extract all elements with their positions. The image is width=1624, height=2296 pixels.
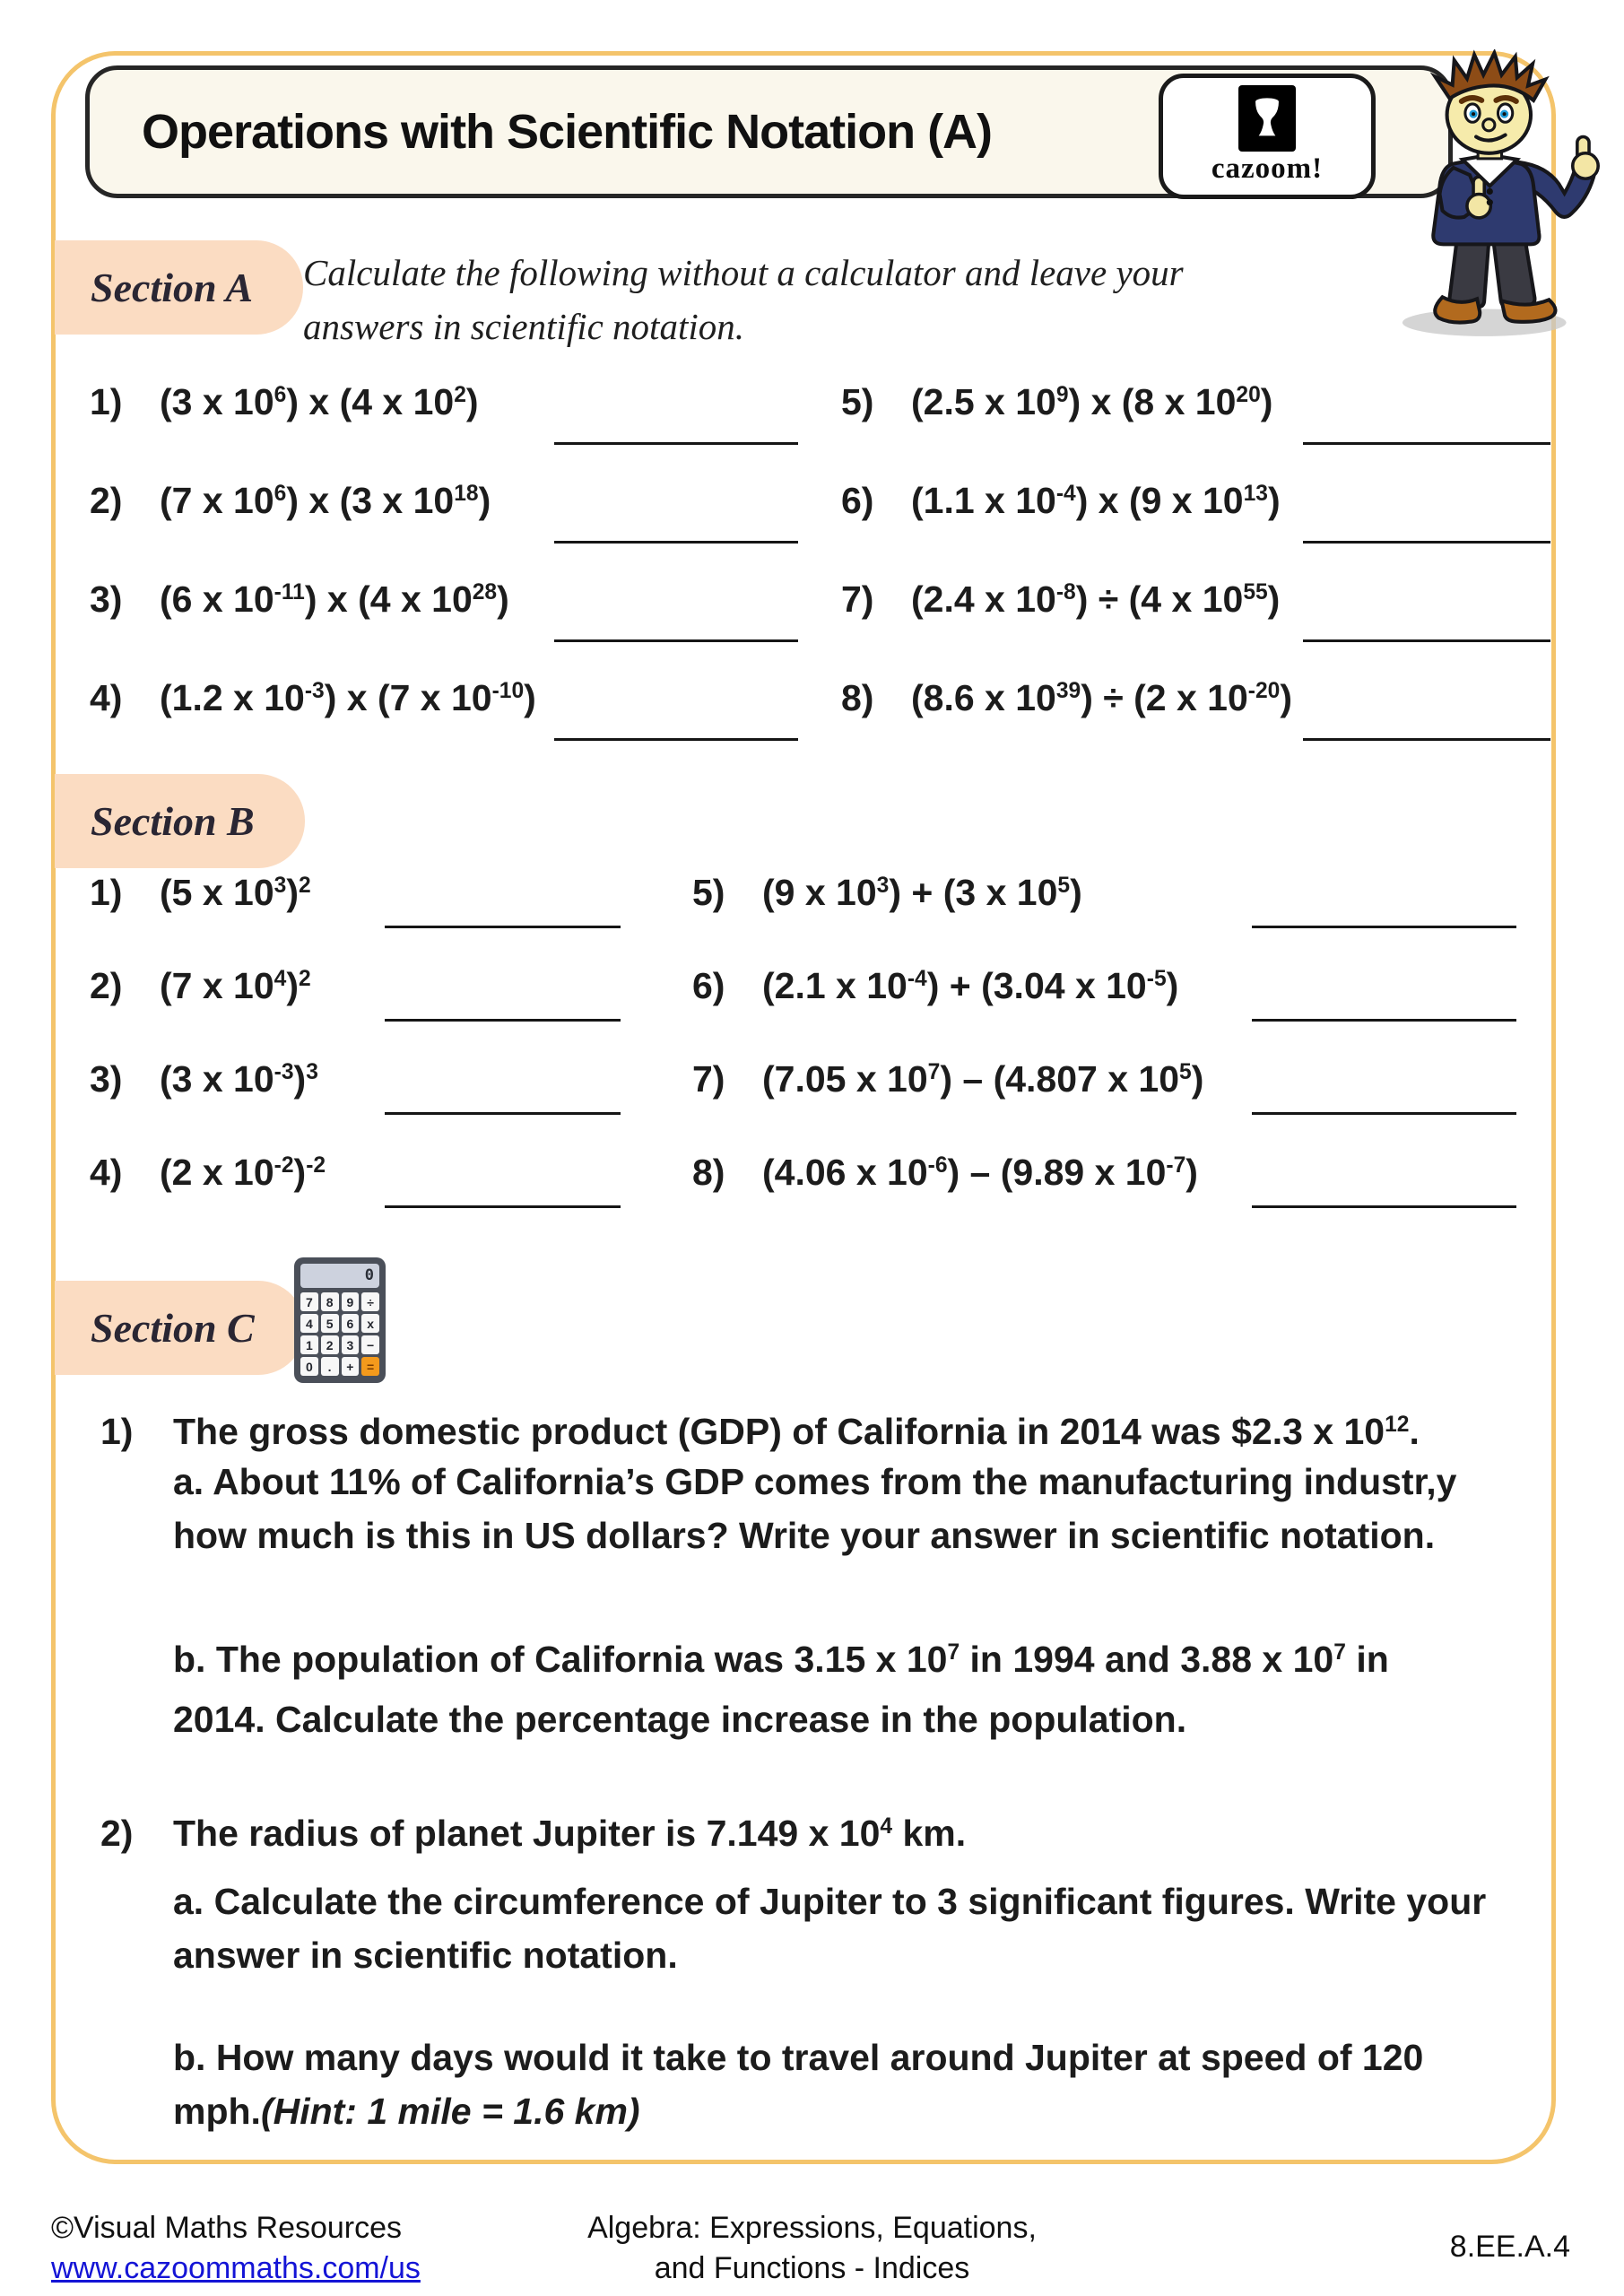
- calculator-key: 8: [321, 1292, 339, 1311]
- question-text: The radius of planet Jupiter is 7.149 x $10^4$ km.: [173, 1813, 967, 1854]
- problem-expression: (3 x $10^{-3})^3$: [160, 1058, 318, 1100]
- section-a-instructions: [303, 248, 1184, 355]
- mascot-illustration: [1385, 49, 1614, 341]
- answer-line[interactable]: [385, 1019, 621, 1022]
- problem-number: 3): [90, 578, 123, 620]
- problem-number: 3): [90, 1058, 123, 1100]
- answer-line[interactable]: [385, 926, 621, 928]
- section-c-question-2: [100, 1806, 966, 1866]
- section-a-problems-col2: [841, 381, 1550, 776]
- answer-line[interactable]: [1303, 442, 1550, 445]
- footer-topic: [0, 2208, 1624, 2289]
- problem-row: [692, 1152, 1516, 1245]
- problem-number: 7): [692, 1058, 725, 1100]
- calculator-keypad: [300, 1292, 379, 1376]
- problem-row: [90, 1152, 621, 1245]
- problem-row: [841, 578, 1550, 677]
- text-line: a. About 11% of California’s GDP comes from the manufacturing industr,y: [173, 1461, 1457, 1502]
- problem-row: [841, 677, 1550, 776]
- text-line: a. Calculate the circumference of Jupiter to 3 significant figures. Write your: [173, 1881, 1487, 1922]
- cazoom-logo-text: cazoom!: [1211, 152, 1324, 185]
- calculator-key: 3: [342, 1335, 360, 1354]
- footer-topic-line1: Algebra: Expressions, Equations,: [587, 2211, 1037, 2245]
- problem-number: 5): [692, 872, 725, 913]
- question-number: 1): [100, 1411, 134, 1452]
- problem-row: [692, 1058, 1516, 1152]
- calculator-key: =: [361, 1357, 379, 1376]
- problem-expression: (2.4 x $10^{-8}) \div (4$ x $10^{55}$): [911, 578, 1281, 620]
- answer-line[interactable]: [554, 738, 798, 741]
- calculator-key: 0: [300, 1357, 318, 1376]
- problem-row: [90, 1058, 621, 1152]
- problem-row: [841, 381, 1550, 480]
- website-link[interactable]: www.cazoommaths.com/us: [51, 2251, 421, 2285]
- answer-line[interactable]: [1252, 1112, 1516, 1115]
- calculator-key: 9: [342, 1292, 360, 1311]
- section-c-question-2a: [173, 1874, 1559, 1982]
- answer-line[interactable]: [1252, 1205, 1516, 1208]
- problem-row: [692, 872, 1516, 965]
- calculator-key: 1: [300, 1335, 318, 1354]
- section-c-label-text: Section C: [91, 1305, 255, 1351]
- section-a-label-text: Section A: [91, 265, 254, 310]
- calculator-key: +: [342, 1357, 360, 1376]
- problem-row: [90, 480, 798, 578]
- calculator-key: .: [321, 1357, 339, 1376]
- problem-expression: (3 x $10^6$) x (4 x $10^2$): [160, 381, 479, 422]
- section-b-problems-col2: [692, 872, 1516, 1245]
- problem-number: 1): [90, 381, 123, 422]
- problem-expression: (7 x $10^6$) x (3 x $10^{18}$): [160, 480, 491, 521]
- footer-topic-line2: and Functions - Indices: [654, 2251, 970, 2285]
- problem-number: 8): [692, 1152, 725, 1193]
- problem-row: [90, 872, 621, 965]
- problem-row: [90, 677, 798, 776]
- text-line: Calculate the following without a calculator and leave your: [303, 252, 1184, 293]
- problem-expression: (9 x $10^3) + (3$ x $10^5$): [762, 872, 1082, 913]
- question-text: b. How many days would it take to travel around Jupiter at speed of 120: [173, 2037, 1424, 2078]
- calculator-icon: [294, 1257, 386, 1383]
- section-b-problems-col1: [90, 872, 621, 1245]
- problem-row: [90, 381, 798, 480]
- text-line: answer in scientific notation.: [173, 1935, 678, 1976]
- problem-expression: (2.1 x $10^{-4}) + (3.04$ x $10^{-5}$): [762, 965, 1179, 1006]
- problem-expression: (2 x $10^{-2})^{-2}$: [160, 1152, 326, 1193]
- section-c-question-1a: [173, 1455, 1559, 1562]
- section-a-problems-col1: [90, 381, 798, 776]
- calculator-key: 2: [321, 1335, 339, 1354]
- answer-line[interactable]: [385, 1112, 621, 1115]
- question-text: mph.: [173, 2091, 261, 2132]
- problem-row: [90, 965, 621, 1058]
- problem-number: 2): [90, 480, 123, 521]
- calculator-display: 0: [300, 1264, 379, 1288]
- text-line: 2014. Calculate the percentage increase in the population.: [173, 1699, 1187, 1740]
- section-a-label: [55, 240, 303, 335]
- answer-line[interactable]: [385, 1205, 621, 1208]
- problem-number: 4): [90, 677, 123, 718]
- problem-row: [692, 965, 1516, 1058]
- calculator-key: 7: [300, 1292, 318, 1311]
- answer-line[interactable]: [1303, 541, 1550, 544]
- answer-line[interactable]: [1303, 639, 1550, 642]
- section-b-label-text: Section B: [91, 798, 255, 844]
- question-number: 2): [100, 1813, 134, 1854]
- text-line: b. The population of California was 3.15 x $10^7$ in 1994 and 3.88 x $10^7$ in: [173, 1639, 1389, 1680]
- problem-expression: (8.6 x $10^{39}) \div (2$ x $10^{-20}$): [911, 677, 1292, 718]
- calculator-key: 5: [321, 1314, 339, 1333]
- answer-line[interactable]: [1252, 1019, 1516, 1022]
- section-c-question-1b: [173, 1632, 1559, 1746]
- answer-line[interactable]: [554, 639, 798, 642]
- text-line: answers in scientific notation.: [303, 306, 744, 347]
- calculator-key: ÷: [361, 1292, 379, 1311]
- problem-expression: (7 x $10^4)^2$: [160, 965, 311, 1006]
- section-c-question-2b: [173, 2031, 1559, 2138]
- calculator-key: 4: [300, 1314, 318, 1333]
- section-c-label: [55, 1281, 305, 1375]
- calculator-key: x: [361, 1314, 379, 1333]
- calculator-key: 6: [342, 1314, 360, 1333]
- problem-expression: (5 x $10^3)^2$: [160, 872, 311, 913]
- hint-text: (Hint: 1 mile = 1.6 km): [260, 2091, 640, 2132]
- problem-row: [841, 480, 1550, 578]
- problem-expression: (1.2 x $10^{-3}$) x (7 x $10^{-10}$): [160, 677, 536, 718]
- text-line: how much is this in US dollars? Write your answer in scientific notation.: [173, 1515, 1436, 1556]
- problem-number: 4): [90, 1152, 123, 1193]
- problem-number: 5): [841, 381, 874, 422]
- problem-number: 6): [692, 965, 725, 1006]
- cazoom-logo: [1159, 74, 1376, 199]
- problem-number: 8): [841, 677, 874, 718]
- problem-expression: (6 x $10^{-11}$) x (4 x $10^{28}$): [160, 578, 509, 620]
- problem-number: 2): [90, 965, 123, 1006]
- page-title: Operations with Scientific Notation (A): [142, 105, 993, 159]
- question-text: The gross domestic product (GDP) of California in 2014 was $2.3 x $10^{12}$.: [173, 1411, 1420, 1452]
- problem-number: 6): [841, 480, 874, 521]
- problem-expression: (7.05 x $10^7) - (4.807$ x $10^5$): [762, 1058, 1204, 1100]
- standard-code: 8.EE.A.4: [1449, 2230, 1570, 2264]
- problem-expression: (2.5 x $10^9$) x (8 x $10^{20}$): [911, 381, 1273, 422]
- problem-number: 7): [841, 578, 874, 620]
- problem-number: 1): [90, 872, 123, 913]
- answer-line[interactable]: [1252, 926, 1516, 928]
- problem-row: [90, 578, 798, 677]
- section-b-label: [55, 774, 305, 868]
- calculator-key: −: [361, 1335, 379, 1354]
- answer-line[interactable]: [554, 442, 798, 445]
- copyright-text: ©Visual Maths Resources: [51, 2211, 403, 2245]
- cazoom-goblet-icon: [1238, 85, 1296, 152]
- answer-line[interactable]: [554, 541, 798, 544]
- problem-expression: (1.1 x $10^{-4}$) x (9 x $10^{13}$): [911, 480, 1281, 521]
- problem-expression: (4.06 x $10^{-6}) - (9.89$ x $10^{-7}$): [762, 1152, 1198, 1193]
- answer-line[interactable]: [1303, 738, 1550, 741]
